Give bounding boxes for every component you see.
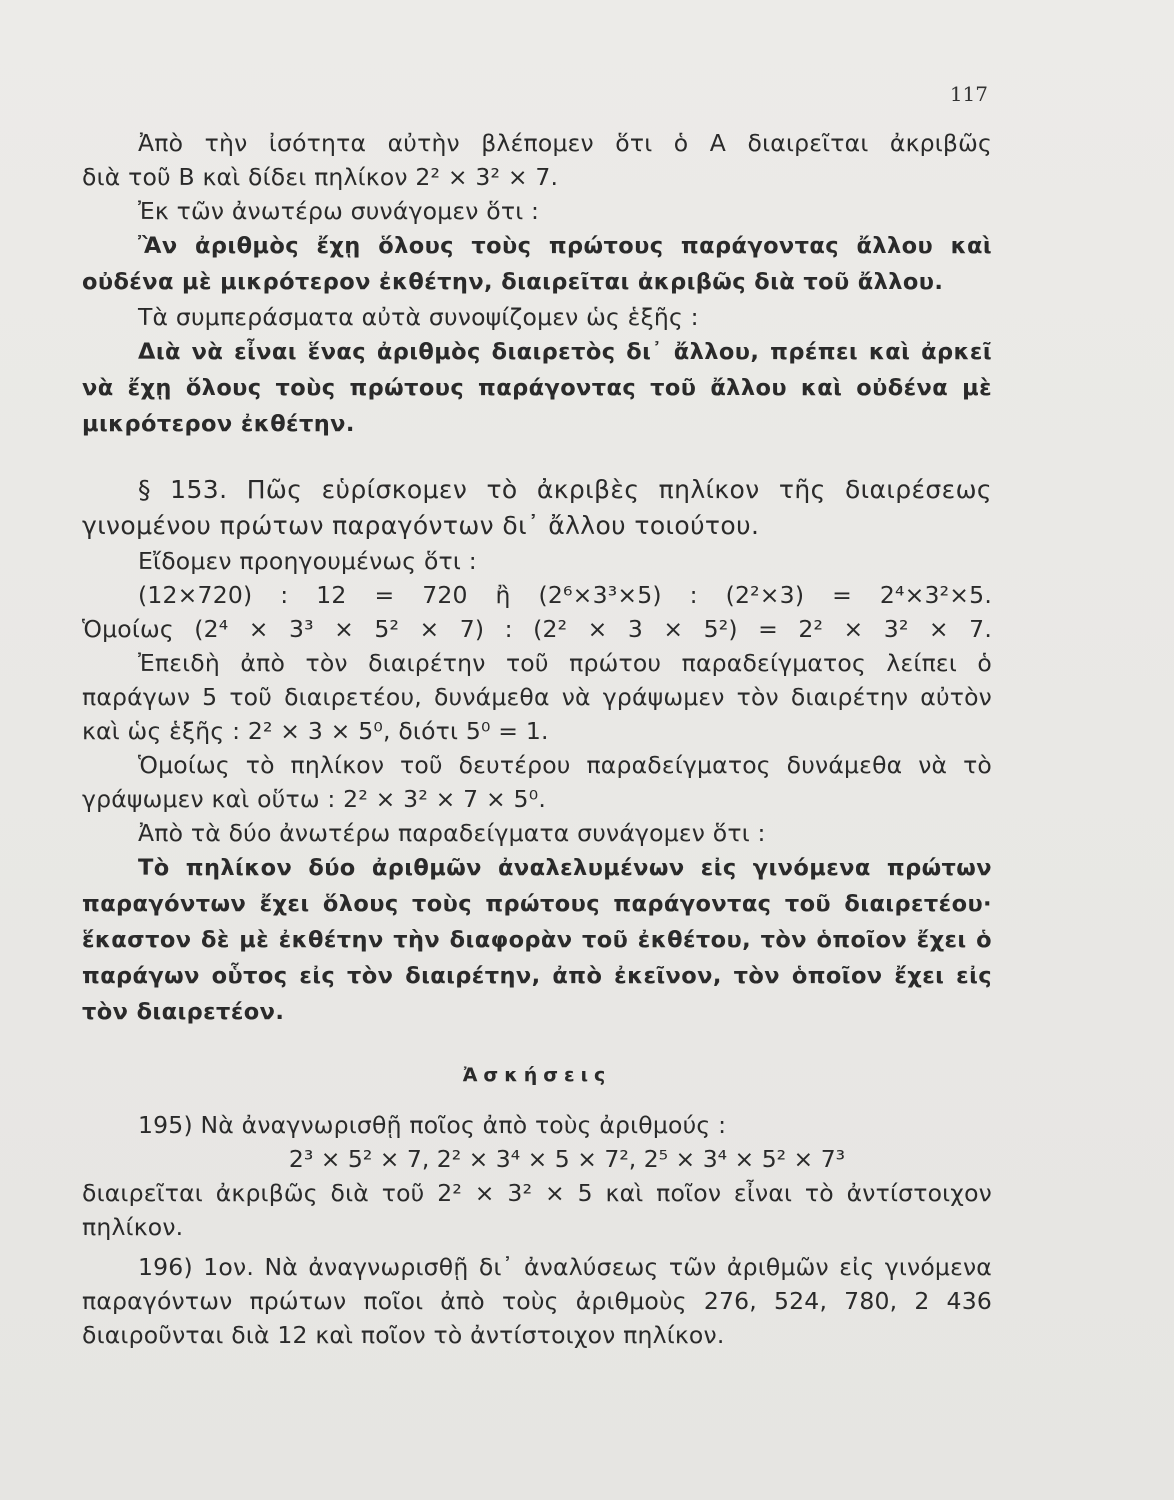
equation: (12×720) : 12 = 720 ἢ (2⁶×3³×5) : (2²×3) = 2⁴×3²×5. bbox=[138, 581, 992, 609]
paragraph-line: Ἐκ τῶν ἀνωτέρω συνάγομεν ὅτι : bbox=[138, 197, 540, 225]
exercise-195-text: διαιρεῖται ἀκριβῶς διὰ τοῦ 2² × 3² × 5 καὶ ποῖον εἶναι τὸ ἀντίστοιχον πηλίκον. bbox=[82, 1179, 992, 1241]
rule-statement: Ἂν ἀριθμὸς ἔχῃ ὅλους τοὺς πρώτους παράγοντας ἄλλου καὶ οὐδένα μὲ μικρότερον ἐκθέτην, διαιρεῖται ἀκριβῶς διὰ τοῦ ἄλλου. bbox=[82, 233, 992, 295]
section-heading: § 153. Πῶς εὑρίσκομεν τὸ ἀκριβὲς πηλίκον τῆς διαιρέσεως γινομένου πρώτων παραγόντων δι᾽ ἄλλου τοιούτου. bbox=[82, 475, 992, 540]
paragraph-line: Τὰ συμπεράσματα αὐτὰ συνοψίζομεν ὡς ἑξῆς : bbox=[138, 303, 699, 331]
paragraph-line: Ἀπὸ τὴν ἰσότητα αὐτὴν βλέπομεν ὅτι ὁ Α διαιρεῖται ἀκριβῶς bbox=[138, 129, 992, 157]
paragraph-line: Ὁμοίως τὸ πηλίκον τοῦ δευτέρου παραδείγματος δυνάμεθα νὰ τὸ γράψωμεν καὶ οὕτω : 2² × 3² × 7 × 5⁰. bbox=[82, 751, 992, 813]
exercise-196: 196) 1ον. Νὰ ἀναγνωρισθῇ δι᾽ ἀναλύσεως τῶν ἀριθμῶν εἰς γινόμενα παραγόντων πρώτων ποῖοι ἀπὸ τοὺς ἀριθμοὺς 276, 524, 780, 2 436 διαιροῦνται διὰ 12 καὶ ποῖον τὸ ἀντίστοιχον πηλίκον. bbox=[82, 1253, 992, 1349]
page-number: 117 bbox=[949, 82, 988, 106]
paragraph-line: Ἀπὸ τὰ δύο ἀνωτέρω παραδείγματα συνάγομεν ὅτι : bbox=[138, 819, 766, 847]
page-body bbox=[82, 126, 992, 1352]
rule-statement: Τὸ πηλίκον δύο ἀριθμῶν ἀναλελυμένων εἰς γινόμενα πρώτων παραγόντων ἔχει ὅλους τοὺς πρώτους παράγοντας τοῦ διαιρετέου· ἕκαστον δὲ μὲ ἐκθέτην τὴν διαφορὰν τοῦ ἐκθέτου, τὸν ὁποῖον ἔχει ὁ παράγων οὗτος εἰς τὸν διαιρέτην, ἀπὸ ἐκεῖνον, τὸν ὁποῖον ἔχει εἰς τὸν διαιρετέον. bbox=[82, 855, 992, 1025]
exercise-195-formula: 2³ × 5² × 7, 2² × 3⁴ × 5 × 7², 2⁵ × 3⁴ × 5² × 7³ bbox=[288, 1145, 846, 1173]
paragraph-line: διὰ τοῦ Β καὶ δίδει πηλίκον 2² × 3² × 7. bbox=[82, 163, 559, 191]
exercise-195: 195) Νὰ ἀναγνωρισθῇ ποῖος ἀπὸ τοὺς ἀριθμούς : bbox=[138, 1111, 727, 1139]
paragraph-line: Ἐπειδὴ ἀπὸ τὸν διαιρέτην τοῦ πρώτου παραδείγματος λείπει ὁ παράγων 5 τοῦ διαιρετέου, δυνάμεθα νὰ γράψωμεν τὸν διαιρέτην αὐτὸν καὶ ὡς ἑξῆς : 2² × 3 × 5⁰, διότι 5⁰ = 1. bbox=[82, 649, 992, 745]
exercises-title: Ἀσκήσεις bbox=[462, 1064, 612, 1086]
rule-statement: Διὰ νὰ εἶναι ἕνας ἀριθμὸς διαιρετὸς δι᾽ ἄλλου, πρέπει καὶ ἀρκεῖ νὰ ἔχῃ ὅλους τοὺς πρώτους παράγοντας τοῦ ἄλλου καὶ οὐδένα μὲ μικρότερον ἐκθέτην. bbox=[82, 339, 992, 437]
paragraph-line: Εἴδομεν προηγουμένως ὅτι : bbox=[138, 547, 477, 575]
equation: Ὁμοίως (2⁴ × 3³ × 5² × 7) : (2² × 3 × 5²) = 2² × 3² × 7. bbox=[82, 615, 992, 643]
